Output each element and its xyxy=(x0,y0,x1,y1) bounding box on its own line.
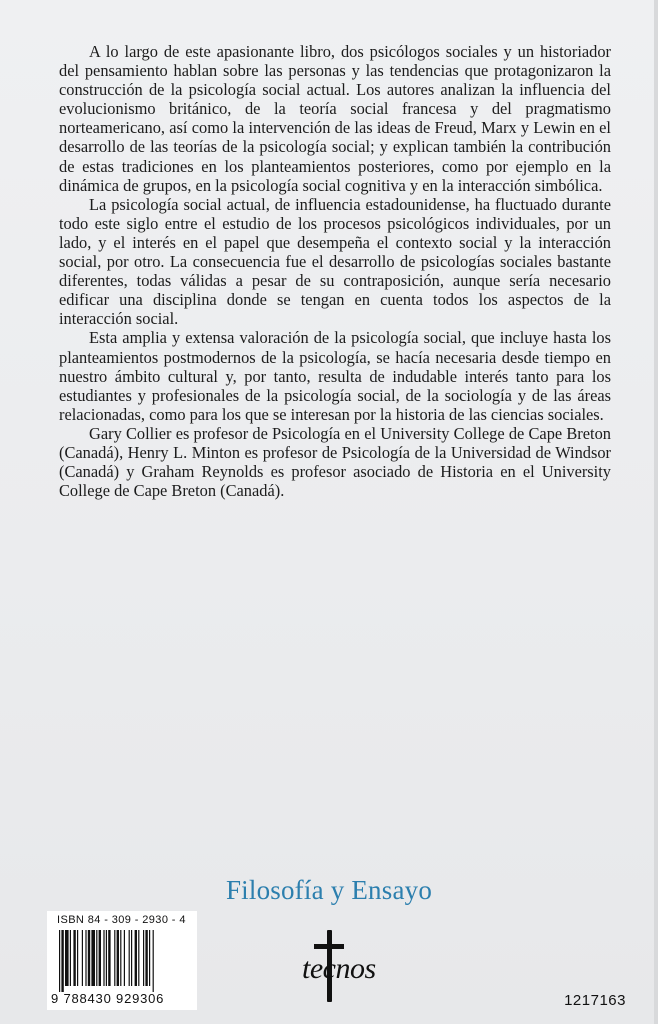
cover-edge xyxy=(654,0,658,1024)
blurb-paragraph: A lo largo de este apasionante libro, dos psicólogos sociales y un historiador del pensamiento hablan sobre las personas y las tendencias que protagonizaron la construcción de la psicología social actual. Los autores analizan la influencia del evolucionismo británico, de la teoría social francesa y del pragmatismo norteamericano, así como la intervención de las ideas de Freud, Marx y Lewin en el desarrollo de las teorías de la psicología social; y explican también la contribución de estas tradiciones en los planteamientos posteriores, como por ejemplo en la dinámica de grupos, en la psicología social cognitiva y en la interacción simbólica. xyxy=(59,42,611,195)
catalog-number: 1217163 xyxy=(564,992,626,1009)
logo-crossbar-icon xyxy=(314,944,344,949)
back-cover-blurb xyxy=(59,42,611,500)
blurb-paragraph: La psicología social actual, de influencia estadounidense, ha fluctuado durante todo este siglo entre el estudio de los procesos psicológicos individuales, por un lado, y el interés en el papel que desempeña el contexto social y la interacción social, por otro. La consecuencia fue el desarrollo de psicologías sociales bastante diferentes, todas válidas a pesar de su contraposición, aunque sería necesario edificar una disciplina donde se tengan en cuenta todos los aspectos de la interacción social. xyxy=(59,194,611,329)
isbn-text: ISBN 84 - 309 - 2930 - 4 xyxy=(57,914,186,926)
publisher-logo-text: tecnos xyxy=(302,952,376,985)
author-bios: Gary Collier es profesor de Psicología en el University College de Cape Breton (Canadá), Henry L. Minton es profesor de Psicología de la Universidad de Windsor (Canadá) y Graham Reynolds es profesor asociado de Historia en el University College de Cape Breton (Canadá). xyxy=(59,423,611,501)
barcode-icon xyxy=(59,930,187,992)
series-title: Filosofía y Ensayo xyxy=(225,875,433,905)
publisher-logo xyxy=(296,930,376,1000)
ean-digits: 9 788430 929306 xyxy=(51,991,165,1006)
blurb-paragraph: Esta amplia y extensa valoración de la psicología social, que incluye hasta los planteamientos postmodernos de la psicología, se hacía necesaria desde tiempo en nuestro ámbito cultural y, por tanto, resulta de indudable interés tanto para los estudiantes y profesionales de la psicología social, de la sociología y de las áreas relacionadas, como para los que se interesan por la historia de las ciencias sociales. xyxy=(59,328,611,424)
barcode-label xyxy=(47,911,197,1010)
